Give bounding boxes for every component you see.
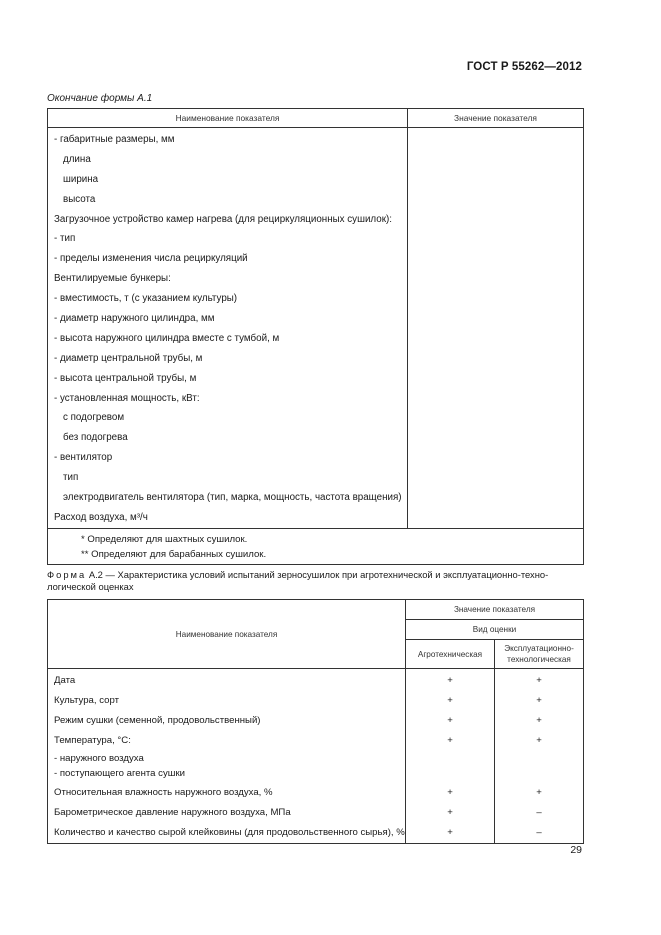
- form-a1-row: - пределы изменения числа рециркуляций: [54, 253, 248, 265]
- form-a1-row: Вентилируемые бункеры:: [54, 273, 171, 285]
- form-a2-expl-mark: +: [536, 787, 542, 798]
- form-a2-agro-col: [406, 669, 494, 843]
- form-a2-header-expl: [495, 640, 584, 669]
- form-a2-row-name: Дата: [54, 675, 76, 686]
- form-a1-row: Загрузочное устройство камер нагрева (для рециркуляционных сушилок):: [54, 213, 392, 225]
- footnote: ** Определяют для барабанных сушилок.: [81, 548, 267, 560]
- form-a2-caption-prefix: Форма: [47, 569, 87, 580]
- form-a1-row: Расход воздуха, м³/ч: [54, 511, 148, 523]
- form-a2-expl-mark: +: [536, 675, 542, 686]
- form-a2-row-name: Относительная влажность наружного воздуха, %: [54, 787, 273, 798]
- form-a2-row-name: Режим сушки (семенной, продовольственный): [54, 715, 261, 726]
- page-number: 29: [570, 844, 582, 856]
- form-a2-agro-mark: +: [447, 807, 453, 818]
- form-a2-expl-mark: +: [536, 735, 542, 746]
- form-a2-caption-line2: логической оценках: [47, 581, 134, 592]
- standard-designation: ГОСТ Р 55262—2012: [466, 61, 582, 73]
- form-a1-row: высота: [63, 193, 96, 205]
- form-a2-agro-mark: +: [447, 695, 453, 706]
- form-a2-agro-mark: +: [447, 715, 453, 726]
- form-a2-caption: [47, 569, 583, 593]
- form-a2-row-sub: - поступающего агента сушки: [54, 768, 186, 779]
- form-a2-expl-col: [495, 669, 583, 843]
- form-a2-names: [48, 669, 405, 843]
- form-a1-row: ширина: [63, 173, 99, 185]
- form-a2-row-sub: - наружного воздуха: [54, 753, 144, 764]
- form-a1-row: - высота центральной трубы, м: [54, 372, 197, 384]
- form-a1-row: - тип: [54, 233, 76, 245]
- form-a2-agro-mark: +: [447, 787, 453, 798]
- form-a1-row: тип: [63, 472, 79, 484]
- form-a1-row: - вместимость, т (с указанием культуры): [54, 293, 238, 305]
- form-a1-header-value: Значение показателя: [408, 109, 584, 128]
- form-a1-row: - высота наружного цилиндра вместе с тумбой, м: [54, 332, 280, 344]
- form-a2-expl-mark: +: [536, 715, 542, 726]
- form-a2-header-name: Наименование показателя: [48, 600, 406, 669]
- form-a1-row: - диаметр центральной трубы, м: [54, 352, 203, 364]
- form-a1-row: электродвигатель вентилятора (тип, марка, мощность, частота вращения): [63, 492, 402, 504]
- form-a1-row: с подогревом: [63, 412, 125, 424]
- form-a1-table: [47, 108, 584, 565]
- footnote: * Определяют для шахтных сушилок.: [81, 533, 248, 545]
- form-a2-row-name: Культура, сорт: [54, 695, 119, 706]
- form-a2-header-agro: Агротехническая: [406, 640, 495, 669]
- form-a1-value-cell: [408, 128, 584, 529]
- form-a2-row-name: Температура, °С:: [54, 735, 131, 746]
- form-a2-header-expl-line2: технологическая: [507, 655, 571, 664]
- form-a1-caption: Окончание формы А.1: [47, 93, 153, 104]
- form-a2-expl-mark: –: [536, 807, 542, 818]
- form-a1-row: - габаритные размеры, мм: [54, 134, 175, 145]
- form-a1-row: - установленная мощность, кВт:: [54, 392, 200, 404]
- form-a2-table: [47, 599, 584, 844]
- form-a2-row-name: Барометрическое давление наружного воздуха, МПа: [54, 807, 291, 818]
- form-a2-expl-mark: +: [536, 695, 542, 706]
- form-a1-row: без подогрева: [63, 432, 128, 444]
- form-a1-header-name: Наименование показателя: [48, 109, 408, 128]
- form-a1-row: длина: [63, 153, 91, 165]
- form-a2-agro-mark: +: [447, 735, 453, 746]
- form-a1-row: - диаметр наружного цилиндра, мм: [54, 313, 215, 325]
- form-a2-header-type: Вид оценки: [406, 620, 584, 640]
- form-a1-rows: [48, 128, 407, 528]
- form-a2-header-expl-line1: Эксплуатационно-: [504, 644, 574, 653]
- form-a1-row: - вентилятор: [54, 452, 113, 464]
- form-a2-agro-mark: +: [447, 827, 453, 838]
- form-a2-caption-line1: А.2 — Характеристика условий испытаний зерносушилок при агротехнической и эксплуатационно-техно-: [88, 569, 549, 580]
- form-a2-agro-mark: +: [447, 675, 453, 686]
- form-a2-header-value: Значение показателя: [406, 600, 584, 620]
- form-a2-row-name: Количество и качество сырой клейковины (для продовольственного сырья), %: [54, 827, 405, 838]
- form-a2-expl-mark: –: [536, 827, 542, 838]
